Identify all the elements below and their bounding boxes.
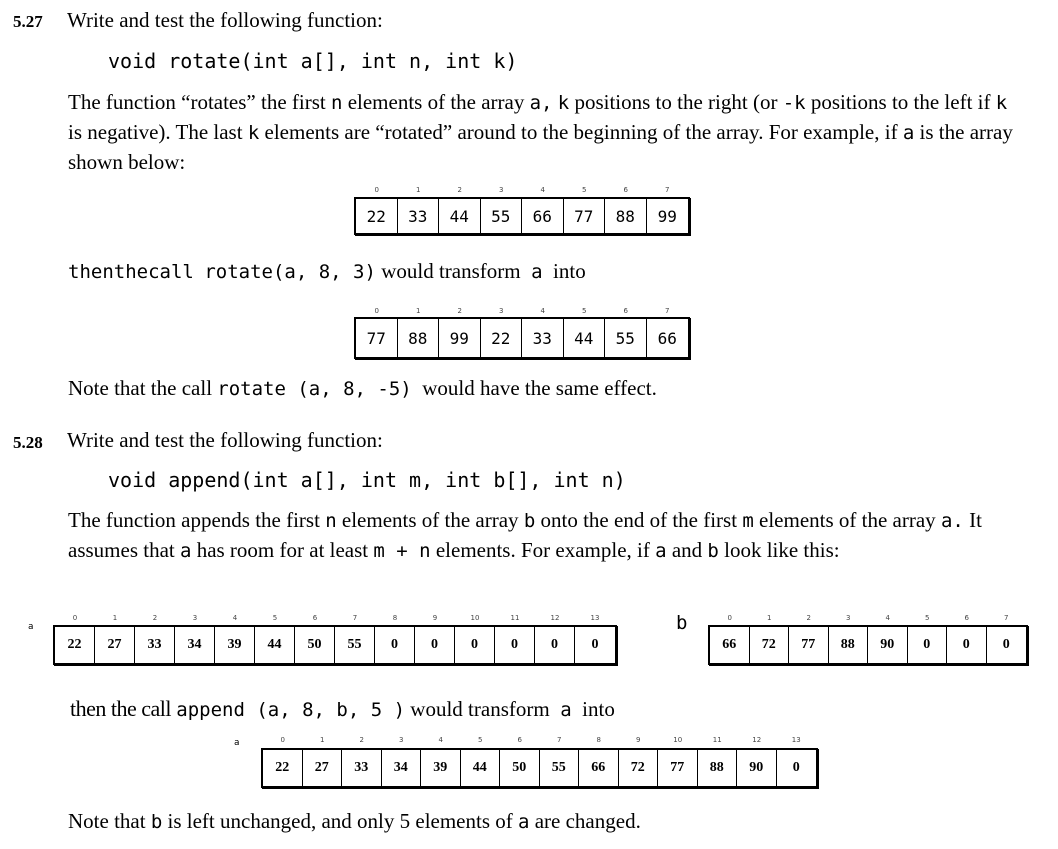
array-cell: 0 xyxy=(591,637,599,652)
array-index: 8 xyxy=(596,736,601,744)
array-cell: 0 xyxy=(947,627,987,663)
array-index: 5 xyxy=(582,186,587,194)
array-cell: 22 xyxy=(55,627,95,663)
array-index-row xyxy=(55,614,615,622)
array-index-row xyxy=(263,736,816,744)
array-index: 5 xyxy=(925,614,930,622)
function-signature: void rotate(int a[], int n, int k) xyxy=(108,49,518,73)
array-index: 4 xyxy=(438,736,443,744)
array-index: 5 xyxy=(272,614,278,622)
array-index: 4 xyxy=(885,614,890,622)
array-index-row xyxy=(710,614,1026,622)
array-index: 1 xyxy=(320,736,325,744)
array-index: 5 xyxy=(478,736,483,744)
array-index: 4 xyxy=(540,186,545,194)
array-cell: 90 xyxy=(737,750,777,786)
array-cell: 22 xyxy=(263,750,303,786)
array-a-initial xyxy=(53,625,617,665)
array-index: 11 xyxy=(510,614,520,622)
array-cell: 55 xyxy=(605,319,647,357)
array-index: 8 xyxy=(392,614,398,622)
array-cell: 50 xyxy=(500,750,540,786)
array-cell: 55 xyxy=(540,750,580,786)
array-cell: 0 xyxy=(535,627,575,663)
array-index: 3 xyxy=(846,614,851,622)
array-index: 0 xyxy=(72,614,78,622)
array-cell: 34 xyxy=(175,627,215,663)
exercise-number: 5.27 xyxy=(13,12,43,31)
array-index: 1 xyxy=(416,186,421,194)
array-cell: 44 xyxy=(564,319,606,357)
description-paragraph: The function “rotates” the first n elements of the array a, k positions to the right (or -k positions to the left if k is negative). The last k elements are “rotated” around to the beginning of the array. For example, if a is the array shown below: xyxy=(68,90,1013,174)
array-index: 10 xyxy=(673,736,683,744)
array-cell: 27 xyxy=(95,627,135,663)
array-cell: 99 xyxy=(439,319,481,357)
array-cell: 88 xyxy=(829,627,869,663)
array-cell: 0 xyxy=(792,760,800,775)
array-index-row xyxy=(356,186,688,194)
array-cell: 88 xyxy=(398,319,440,357)
array-index: 3 xyxy=(399,736,404,744)
array-cell: 99 xyxy=(657,206,677,226)
array-cell: 33 xyxy=(398,199,440,233)
array-index: 13 xyxy=(590,614,600,622)
array-index: 2 xyxy=(152,614,158,622)
then-line: then the call append (a, 8, b, 5 ) would transform a into xyxy=(70,696,615,721)
array-index: 3 xyxy=(192,614,198,622)
array-cell: 44 xyxy=(255,627,295,663)
array-cell: 44 xyxy=(461,750,501,786)
array-index: 7 xyxy=(665,307,670,315)
array-index: 5 xyxy=(582,307,587,315)
exercise-number: 5.28 xyxy=(13,433,43,452)
array-index: 3 xyxy=(499,307,504,315)
array-cell: 33 xyxy=(135,627,175,663)
array-cell: 77 xyxy=(356,319,398,357)
array-cell: 22 xyxy=(481,319,523,357)
array-index: 9 xyxy=(636,736,641,744)
array-cell: 77 xyxy=(789,627,829,663)
array-cell: 0 xyxy=(908,627,948,663)
array-index: 13 xyxy=(791,736,801,744)
array-index: 1 xyxy=(416,307,421,315)
array-cell: 66 xyxy=(657,328,677,348)
note-line: Note that b is left unchanged, and only 5 elements of a are changed. xyxy=(68,809,641,833)
array-cell: 39 xyxy=(215,627,255,663)
array-index: 11 xyxy=(712,736,722,744)
array-b-label: b xyxy=(676,612,688,634)
array-index: 6 xyxy=(312,614,318,622)
description-paragraph: The function appends the first n elements of the array b onto the end of the first m elements of the array a. It assumes that a has room for at least m + n elements. For example, if a and b look like this: xyxy=(68,508,982,562)
array-index: 1 xyxy=(112,614,118,622)
array-cell: 88 xyxy=(698,750,738,786)
array-cell: 55 xyxy=(335,627,375,663)
note-line: Note that the call rotate (a, 8, -5) would have the same effect. xyxy=(68,376,657,400)
array-cell: 77 xyxy=(564,199,606,233)
array-index: 1 xyxy=(767,614,772,622)
array-cell: 22 xyxy=(356,199,398,233)
array-cell: 77 xyxy=(658,750,698,786)
function-signature: void append(int a[], int m, int b[], int n) xyxy=(108,468,626,492)
array-cell: 0 xyxy=(375,627,415,663)
array-cell: 44 xyxy=(439,199,481,233)
array-cell: 0 xyxy=(495,627,535,663)
array-a-label: a xyxy=(28,622,34,632)
array-index: 6 xyxy=(623,186,628,194)
array-index: 12 xyxy=(752,736,762,744)
array-index: 2 xyxy=(359,736,364,744)
array-index: 6 xyxy=(623,307,628,315)
array-cell: 72 xyxy=(750,627,790,663)
array-index: 9 xyxy=(432,614,438,622)
exercise-heading: Write and test the following function: xyxy=(67,428,383,452)
array-index: 6 xyxy=(964,614,969,622)
array-b xyxy=(708,625,1028,665)
exercise-heading: Write and test the following function: xyxy=(67,8,383,32)
array-index: 7 xyxy=(1004,614,1009,622)
array-cell: 66 xyxy=(522,199,564,233)
array-index: 7 xyxy=(352,614,358,622)
array-index: 12 xyxy=(550,614,560,622)
array-index: 10 xyxy=(470,614,480,622)
array-index: 6 xyxy=(517,736,522,744)
array-cell: 72 xyxy=(619,750,659,786)
array-cell: 33 xyxy=(342,750,382,786)
array-cell: 0 xyxy=(1002,637,1010,652)
array-index: 0 xyxy=(280,736,285,744)
array-cell: 66 xyxy=(710,627,750,663)
then-line: thenthecall rotate(a, 8, 3) would transform a into xyxy=(68,259,586,283)
array-index: 7 xyxy=(665,186,670,194)
array-cell: 88 xyxy=(605,199,647,233)
array-index: 4 xyxy=(232,614,238,622)
array-cell: 90 xyxy=(868,627,908,663)
array-a-label: a xyxy=(234,738,240,748)
array-a-result xyxy=(261,748,818,788)
array-index: 0 xyxy=(374,307,379,315)
array-index: 4 xyxy=(540,307,545,315)
array-index: 2 xyxy=(457,307,462,315)
array-cell: 39 xyxy=(421,750,461,786)
array-index-row xyxy=(356,307,688,315)
array-index: 7 xyxy=(557,736,562,744)
array-index: 0 xyxy=(727,614,732,622)
array-before-rotate xyxy=(354,197,690,235)
array-cell: 33 xyxy=(522,319,564,357)
array-cell: 27 xyxy=(303,750,343,786)
array-cell: 0 xyxy=(415,627,455,663)
array-index: 3 xyxy=(499,186,504,194)
array-index: 2 xyxy=(457,186,462,194)
array-after-rotate xyxy=(354,317,690,359)
array-cell: 55 xyxy=(481,199,523,233)
array-cell: 50 xyxy=(295,627,335,663)
array-cell: 34 xyxy=(382,750,422,786)
array-index: 0 xyxy=(374,186,379,194)
array-cell: 0 xyxy=(455,627,495,663)
array-index: 2 xyxy=(806,614,811,622)
array-cell: 66 xyxy=(579,750,619,786)
